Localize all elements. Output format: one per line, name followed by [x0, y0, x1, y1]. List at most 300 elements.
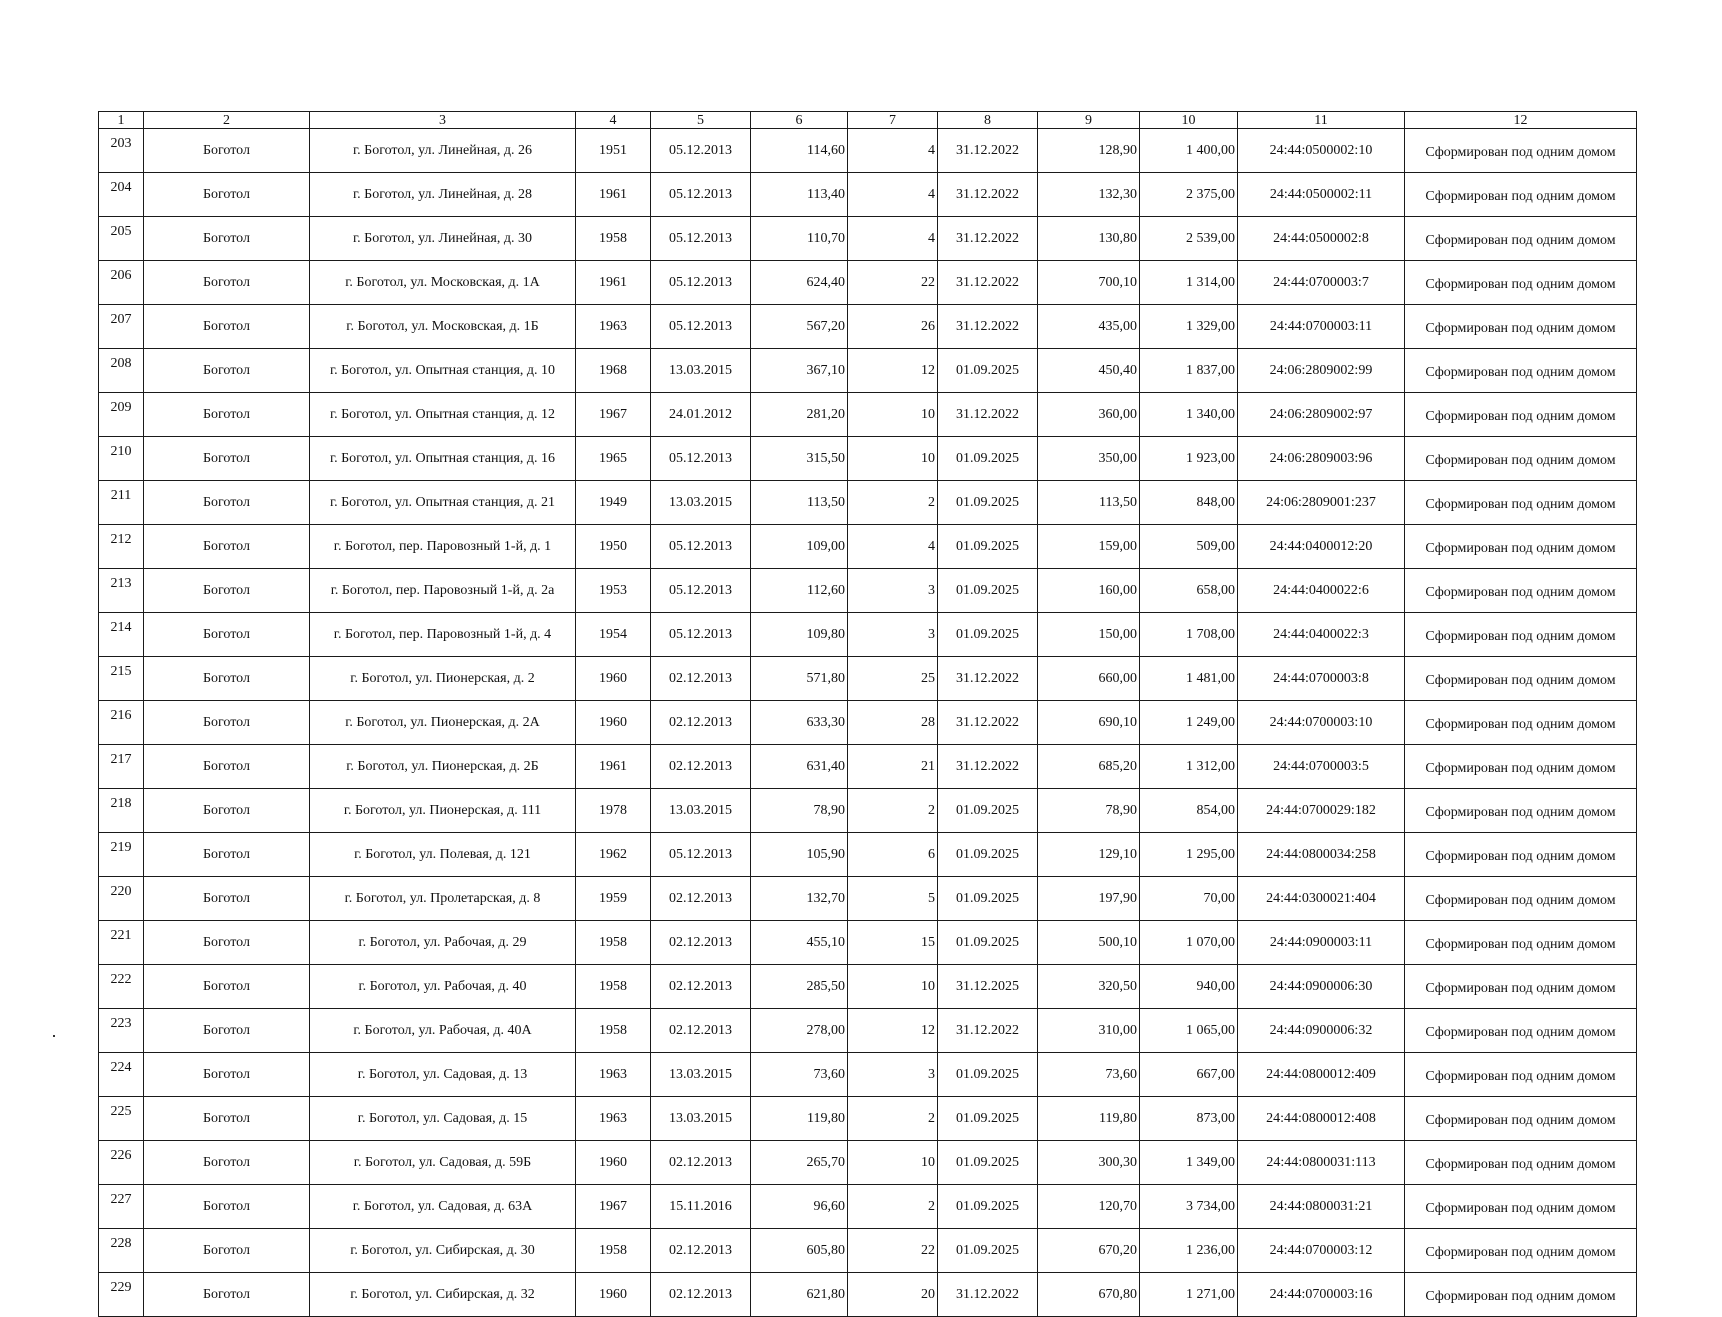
cell-registration-date: 02.12.2013	[651, 1141, 751, 1185]
cell-build-year: 1978	[576, 789, 651, 833]
cell-address: г. Боготол, ул. Садовая, д. 15	[310, 1097, 576, 1141]
cell-land-cost: 1 340,00	[1140, 393, 1238, 437]
cell-status: Сформирован под одним домом	[1405, 305, 1637, 349]
cell-address: г. Боготол, ул. Пролетарская, д. 8	[310, 877, 576, 921]
cell-land-area: 128,90	[1038, 129, 1140, 173]
table-row	[99, 921, 1637, 965]
cell-cadastral-number: 24:44:0500002:8	[1238, 217, 1405, 261]
cell-land-area: 159,00	[1038, 525, 1140, 569]
cell-cadastral-number: 24:44:0800012:408	[1238, 1097, 1405, 1141]
cell-registration-date: 02.12.2013	[651, 921, 751, 965]
cell-apartment-count: 4	[848, 525, 938, 569]
cell-address: г. Боготол, пер. Паровозный 1-й, д. 2а	[310, 569, 576, 613]
housing-registry-table	[98, 111, 1637, 1317]
cell-deadline-date: 01.09.2025	[938, 921, 1038, 965]
cell-land-cost: 1 249,00	[1140, 701, 1238, 745]
column-header-5: 5	[651, 112, 751, 129]
cell-build-year: 1963	[576, 1053, 651, 1097]
column-header-11: 11	[1238, 112, 1405, 129]
cell-land-cost: 1 837,00	[1140, 349, 1238, 393]
cell-total-area: 78,90	[751, 789, 848, 833]
cell-address: г. Боготол, ул. Пионерская, д. 2А	[310, 701, 576, 745]
cell-row-number: 215	[99, 657, 144, 701]
table-row	[99, 481, 1637, 525]
cell-address: г. Боготол, ул. Опытная станция, д. 10	[310, 349, 576, 393]
cell-apartment-count: 12	[848, 349, 938, 393]
cell-registration-date: 02.12.2013	[651, 701, 751, 745]
cell-deadline-date: 01.09.2025	[938, 1229, 1038, 1273]
cell-deadline-date: 31.12.2022	[938, 393, 1038, 437]
table-row	[99, 965, 1637, 1009]
cell-cadastral-number: 24:44:0700003:16	[1238, 1273, 1405, 1317]
table-row	[99, 1141, 1637, 1185]
cell-total-area: 105,90	[751, 833, 848, 877]
cell-address: г. Боготол, ул. Полевая, д. 121	[310, 833, 576, 877]
cell-cadastral-number: 24:44:0500002:11	[1238, 173, 1405, 217]
cell-land-cost: 667,00	[1140, 1053, 1238, 1097]
cell-address: г. Боготол, пер. Паровозный 1-й, д. 1	[310, 525, 576, 569]
cell-settlement: Боготол	[144, 965, 310, 1009]
header-row	[99, 112, 1637, 129]
cell-cadastral-number: 24:06:2809001:237	[1238, 481, 1405, 525]
cell-apartment-count: 26	[848, 305, 938, 349]
cell-land-area: 73,60	[1038, 1053, 1140, 1097]
cell-cadastral-number: 24:44:0800031:113	[1238, 1141, 1405, 1185]
cell-status: Сформирован под одним домом	[1405, 833, 1637, 877]
cell-deadline-date: 31.12.2025	[938, 965, 1038, 1009]
cell-settlement: Боготол	[144, 305, 310, 349]
table-row	[99, 217, 1637, 261]
cell-land-cost: 1 708,00	[1140, 613, 1238, 657]
cell-land-area: 119,80	[1038, 1097, 1140, 1141]
column-header-7: 7	[848, 112, 938, 129]
cell-total-area: 621,80	[751, 1273, 848, 1317]
cell-registration-date: 02.12.2013	[651, 1273, 751, 1317]
cell-row-number: 224	[99, 1053, 144, 1097]
cell-land-cost: 1 236,00	[1140, 1229, 1238, 1273]
cell-land-area: 129,10	[1038, 833, 1140, 877]
cell-deadline-date: 01.09.2025	[938, 1185, 1038, 1229]
cell-row-number: 206	[99, 261, 144, 305]
cell-land-area: 150,00	[1038, 613, 1140, 657]
cell-apartment-count: 6	[848, 833, 938, 877]
cell-build-year: 1958	[576, 921, 651, 965]
cell-row-number: 218	[99, 789, 144, 833]
cell-land-cost: 658,00	[1140, 569, 1238, 613]
cell-total-area: 109,00	[751, 525, 848, 569]
cell-cadastral-number: 24:44:0900006:30	[1238, 965, 1405, 1009]
cell-build-year: 1949	[576, 481, 651, 525]
cell-apartment-count: 5	[848, 877, 938, 921]
table-row	[99, 261, 1637, 305]
cell-cadastral-number: 24:44:0800034:258	[1238, 833, 1405, 877]
cell-deadline-date: 31.12.2022	[938, 657, 1038, 701]
cell-registration-date: 05.12.2013	[651, 437, 751, 481]
cell-status: Сформирован под одним домом	[1405, 701, 1637, 745]
cell-settlement: Боготол	[144, 129, 310, 173]
cell-row-number: 222	[99, 965, 144, 1009]
cell-land-area: 160,00	[1038, 569, 1140, 613]
cell-build-year: 1958	[576, 965, 651, 1009]
column-header-1: 1	[99, 112, 144, 129]
cell-row-number: 210	[99, 437, 144, 481]
cell-status: Сформирован под одним домом	[1405, 1053, 1637, 1097]
cell-registration-date: 05.12.2013	[651, 217, 751, 261]
cell-cadastral-number: 24:06:2809002:99	[1238, 349, 1405, 393]
cell-deadline-date: 31.12.2022	[938, 173, 1038, 217]
table-row	[99, 569, 1637, 613]
cell-land-cost: 1 271,00	[1140, 1273, 1238, 1317]
cell-land-area: 360,00	[1038, 393, 1140, 437]
cell-total-area: 113,40	[751, 173, 848, 217]
cell-cadastral-number: 24:44:0700003:8	[1238, 657, 1405, 701]
cell-status: Сформирован под одним домом	[1405, 745, 1637, 789]
cell-apartment-count: 12	[848, 1009, 938, 1053]
cell-total-area: 113,50	[751, 481, 848, 525]
cell-status: Сформирован под одним домом	[1405, 525, 1637, 569]
cell-cadastral-number: 24:44:0400012:20	[1238, 525, 1405, 569]
cell-row-number: 214	[99, 613, 144, 657]
cell-row-number: 228	[99, 1229, 144, 1273]
cell-land-cost: 873,00	[1140, 1097, 1238, 1141]
cell-total-area: 571,80	[751, 657, 848, 701]
cell-total-area: 624,40	[751, 261, 848, 305]
cell-apartment-count: 10	[848, 437, 938, 481]
cell-total-area: 114,60	[751, 129, 848, 173]
cell-row-number: 226	[99, 1141, 144, 1185]
cell-registration-date: 13.03.2015	[651, 789, 751, 833]
cell-total-area: 367,10	[751, 349, 848, 393]
cell-status: Сформирован под одним домом	[1405, 1185, 1637, 1229]
cell-status: Сформирован под одним домом	[1405, 349, 1637, 393]
cell-total-area: 112,60	[751, 569, 848, 613]
registry-sheet	[98, 111, 1636, 1317]
cell-build-year: 1960	[576, 1141, 651, 1185]
cell-cadastral-number: 24:06:2809003:96	[1238, 437, 1405, 481]
cell-cadastral-number: 24:44:0300021:404	[1238, 877, 1405, 921]
cell-build-year: 1960	[576, 657, 651, 701]
cell-deadline-date: 31.12.2022	[938, 217, 1038, 261]
table-row	[99, 877, 1637, 921]
cell-settlement: Боготол	[144, 569, 310, 613]
cell-apartment-count: 10	[848, 965, 938, 1009]
cell-total-area: 73,60	[751, 1053, 848, 1097]
cell-total-area: 631,40	[751, 745, 848, 789]
cell-settlement: Боготол	[144, 1053, 310, 1097]
cell-total-area: 110,70	[751, 217, 848, 261]
cell-registration-date: 24.01.2012	[651, 393, 751, 437]
cell-row-number: 221	[99, 921, 144, 965]
cell-total-area: 278,00	[751, 1009, 848, 1053]
cell-row-number: 205	[99, 217, 144, 261]
cell-registration-date: 13.03.2015	[651, 349, 751, 393]
cell-registration-date: 02.12.2013	[651, 877, 751, 921]
cell-registration-date: 05.12.2013	[651, 129, 751, 173]
cell-build-year: 1958	[576, 1229, 651, 1273]
cell-build-year: 1965	[576, 437, 651, 481]
cell-settlement: Боготол	[144, 437, 310, 481]
table-row	[99, 613, 1637, 657]
cell-build-year: 1967	[576, 393, 651, 437]
cell-land-area: 132,30	[1038, 173, 1140, 217]
cell-apartment-count: 10	[848, 1141, 938, 1185]
cell-apartment-count: 21	[848, 745, 938, 789]
cell-land-cost: 848,00	[1140, 481, 1238, 525]
cell-build-year: 1960	[576, 701, 651, 745]
cell-apartment-count: 22	[848, 261, 938, 305]
cell-settlement: Боготол	[144, 921, 310, 965]
cell-deadline-date: 01.09.2025	[938, 481, 1038, 525]
cell-apartment-count: 2	[848, 789, 938, 833]
cell-cadastral-number: 24:44:0500002:10	[1238, 129, 1405, 173]
cell-deadline-date: 01.09.2025	[938, 525, 1038, 569]
cell-status: Сформирован под одним домом	[1405, 921, 1637, 965]
cell-registration-date: 05.12.2013	[651, 833, 751, 877]
table-row	[99, 1229, 1637, 1273]
cell-apartment-count: 3	[848, 569, 938, 613]
cell-settlement: Боготол	[144, 745, 310, 789]
cell-address: г. Боготол, ул. Садовая, д. 13	[310, 1053, 576, 1097]
cell-settlement: Боготол	[144, 1141, 310, 1185]
cell-land-cost: 2 375,00	[1140, 173, 1238, 217]
cell-address: г. Боготол, ул. Рабочая, д. 29	[310, 921, 576, 965]
cell-total-area: 605,80	[751, 1229, 848, 1273]
cell-total-area: 633,30	[751, 701, 848, 745]
cell-build-year: 1958	[576, 1009, 651, 1053]
cell-settlement: Боготол	[144, 1009, 310, 1053]
table-row	[99, 657, 1637, 701]
cell-land-cost: 1 481,00	[1140, 657, 1238, 701]
cell-land-cost: 1 065,00	[1140, 1009, 1238, 1053]
cell-deadline-date: 01.09.2025	[938, 569, 1038, 613]
cell-land-area: 350,00	[1038, 437, 1140, 481]
cell-deadline-date: 01.09.2025	[938, 789, 1038, 833]
cell-status: Сформирован под одним домом	[1405, 393, 1637, 437]
cell-registration-date: 05.12.2013	[651, 613, 751, 657]
cell-address: г. Боготол, ул. Пионерская, д. 2	[310, 657, 576, 701]
cell-land-area: 670,20	[1038, 1229, 1140, 1273]
cell-apartment-count: 28	[848, 701, 938, 745]
cell-address: г. Боготол, ул. Линейная, д. 26	[310, 129, 576, 173]
cell-land-cost: 1 349,00	[1140, 1141, 1238, 1185]
cell-deadline-date: 31.12.2022	[938, 1273, 1038, 1317]
cell-land-cost: 1 295,00	[1140, 833, 1238, 877]
cell-deadline-date: 31.12.2022	[938, 261, 1038, 305]
cell-deadline-date: 31.12.2022	[938, 745, 1038, 789]
cell-land-area: 310,00	[1038, 1009, 1140, 1053]
cell-address: г. Боготол, ул. Опытная станция, д. 16	[310, 437, 576, 481]
cell-address: г. Боготол, ул. Сибирская, д. 30	[310, 1229, 576, 1273]
table-row	[99, 1053, 1637, 1097]
cell-address: г. Боготол, ул. Опытная станция, д. 12	[310, 393, 576, 437]
column-header-8: 8	[938, 112, 1038, 129]
cell-total-area: 132,70	[751, 877, 848, 921]
cell-status: Сформирован под одним домом	[1405, 1229, 1637, 1273]
table-row	[99, 701, 1637, 745]
cell-row-number: 219	[99, 833, 144, 877]
cell-settlement: Боготол	[144, 525, 310, 569]
cell-status: Сформирован под одним домом	[1405, 1141, 1637, 1185]
cell-land-area: 685,20	[1038, 745, 1140, 789]
table-header	[99, 112, 1637, 129]
cell-total-area: 96,60	[751, 1185, 848, 1229]
cell-build-year: 1959	[576, 877, 651, 921]
cell-apartment-count: 4	[848, 217, 938, 261]
cell-deadline-date: 01.09.2025	[938, 349, 1038, 393]
cell-build-year: 1961	[576, 173, 651, 217]
cell-status: Сформирован под одним домом	[1405, 217, 1637, 261]
cell-cadastral-number: 24:44:0400022:6	[1238, 569, 1405, 613]
cell-build-year: 1963	[576, 1097, 651, 1141]
cell-total-area: 455,10	[751, 921, 848, 965]
cell-build-year: 1968	[576, 349, 651, 393]
cell-deadline-date: 31.12.2022	[938, 701, 1038, 745]
cell-land-area: 660,00	[1038, 657, 1140, 701]
table-row	[99, 1185, 1637, 1229]
cell-row-number: 208	[99, 349, 144, 393]
cell-deadline-date: 31.12.2022	[938, 129, 1038, 173]
cell-status: Сформирован под одним домом	[1405, 129, 1637, 173]
cell-cadastral-number: 24:44:0900003:11	[1238, 921, 1405, 965]
cell-status: Сформирован под одним домом	[1405, 965, 1637, 1009]
cell-build-year: 1951	[576, 129, 651, 173]
cell-address: г. Боготол, ул. Линейная, д. 28	[310, 173, 576, 217]
cell-registration-date: 02.12.2013	[651, 1009, 751, 1053]
cell-row-number: 209	[99, 393, 144, 437]
cell-row-number: 217	[99, 745, 144, 789]
cell-apartment-count: 10	[848, 393, 938, 437]
table-row	[99, 173, 1637, 217]
cell-land-cost: 1 070,00	[1140, 921, 1238, 965]
cell-deadline-date: 01.09.2025	[938, 1141, 1038, 1185]
column-header-3: 3	[310, 112, 576, 129]
cell-land-cost: 1 312,00	[1140, 745, 1238, 789]
cell-total-area: 285,50	[751, 965, 848, 1009]
table-row	[99, 349, 1637, 393]
cell-cadastral-number: 24:44:0700003:5	[1238, 745, 1405, 789]
cell-build-year: 1961	[576, 261, 651, 305]
cell-land-area: 197,90	[1038, 877, 1140, 921]
cell-settlement: Боготол	[144, 657, 310, 701]
cell-deadline-date: 01.09.2025	[938, 1053, 1038, 1097]
cell-land-cost: 1 329,00	[1140, 305, 1238, 349]
cell-row-number: 223	[99, 1009, 144, 1053]
cell-apartment-count: 25	[848, 657, 938, 701]
cell-cadastral-number: 24:44:0700029:182	[1238, 789, 1405, 833]
cell-cadastral-number: 24:44:0700003:12	[1238, 1229, 1405, 1273]
cell-build-year: 1960	[576, 1273, 651, 1317]
cell-address: г. Боготол, ул. Сибирская, д. 32	[310, 1273, 576, 1317]
column-header-9: 9	[1038, 112, 1140, 129]
cell-total-area: 119,80	[751, 1097, 848, 1141]
cell-address: г. Боготол, ул. Пионерская, д. 2Б	[310, 745, 576, 789]
cell-status: Сформирован под одним домом	[1405, 1009, 1637, 1053]
cell-address: г. Боготол, пер. Паровозный 1-й, д. 4	[310, 613, 576, 657]
cell-settlement: Боготол	[144, 1097, 310, 1141]
cell-apartment-count: 20	[848, 1273, 938, 1317]
cell-address: г. Боготол, ул. Садовая, д. 63А	[310, 1185, 576, 1229]
cell-cadastral-number: 24:06:2809002:97	[1238, 393, 1405, 437]
cell-land-cost: 854,00	[1140, 789, 1238, 833]
cell-deadline-date: 01.09.2025	[938, 877, 1038, 921]
cell-settlement: Боготол	[144, 789, 310, 833]
cell-land-area: 78,90	[1038, 789, 1140, 833]
cell-settlement: Боготол	[144, 1229, 310, 1273]
cell-land-cost: 1 923,00	[1140, 437, 1238, 481]
column-header-6: 6	[751, 112, 848, 129]
cell-land-area: 320,50	[1038, 965, 1140, 1009]
cell-row-number: 213	[99, 569, 144, 613]
cell-land-cost: 70,00	[1140, 877, 1238, 921]
cell-status: Сформирован под одним домом	[1405, 657, 1637, 701]
column-header-12: 12	[1405, 112, 1637, 129]
cell-row-number: 203	[99, 129, 144, 173]
cell-status: Сформирован под одним домом	[1405, 1273, 1637, 1317]
cell-apartment-count: 22	[848, 1229, 938, 1273]
cell-registration-date: 13.03.2015	[651, 1053, 751, 1097]
cell-registration-date: 05.12.2013	[651, 173, 751, 217]
cell-status: Сформирован под одним домом	[1405, 789, 1637, 833]
cell-land-cost: 3 734,00	[1140, 1185, 1238, 1229]
cell-apartment-count: 2	[848, 1185, 938, 1229]
cell-build-year: 1954	[576, 613, 651, 657]
cell-land-area: 130,80	[1038, 217, 1140, 261]
cell-row-number: 220	[99, 877, 144, 921]
cell-apartment-count: 4	[848, 173, 938, 217]
cell-land-area: 700,10	[1038, 261, 1140, 305]
cell-status: Сформирован под одним домом	[1405, 613, 1637, 657]
cell-land-cost: 509,00	[1140, 525, 1238, 569]
cell-settlement: Боготол	[144, 481, 310, 525]
cell-land-area: 435,00	[1038, 305, 1140, 349]
cell-land-cost: 940,00	[1140, 965, 1238, 1009]
cell-settlement: Боготол	[144, 173, 310, 217]
cell-apartment-count: 15	[848, 921, 938, 965]
cell-build-year: 1963	[576, 305, 651, 349]
cell-row-number: 225	[99, 1097, 144, 1141]
table-row	[99, 789, 1637, 833]
cell-address: г. Боготол, ул. Садовая, д. 59Б	[310, 1141, 576, 1185]
cell-land-area: 113,50	[1038, 481, 1140, 525]
cell-land-area: 450,40	[1038, 349, 1140, 393]
cell-settlement: Боготол	[144, 261, 310, 305]
cell-settlement: Боготол	[144, 833, 310, 877]
cell-cadastral-number: 24:44:0400022:3	[1238, 613, 1405, 657]
cell-deadline-date: 31.12.2022	[938, 1009, 1038, 1053]
cell-row-number: 211	[99, 481, 144, 525]
cell-deadline-date: 01.09.2025	[938, 613, 1038, 657]
cell-row-number: 212	[99, 525, 144, 569]
cell-address: г. Боготол, ул. Опытная станция, д. 21	[310, 481, 576, 525]
cell-settlement: Боготол	[144, 877, 310, 921]
cell-apartment-count: 2	[848, 1097, 938, 1141]
column-header-4: 4	[576, 112, 651, 129]
cell-settlement: Боготол	[144, 217, 310, 261]
cell-registration-date: 13.03.2015	[651, 481, 751, 525]
cell-build-year: 1950	[576, 525, 651, 569]
cell-address: г. Боготол, ул. Московская, д. 1Б	[310, 305, 576, 349]
cell-land-area: 690,10	[1038, 701, 1140, 745]
cell-total-area: 567,20	[751, 305, 848, 349]
cell-apartment-count: 2	[848, 481, 938, 525]
table-body	[99, 129, 1637, 1317]
cell-cadastral-number: 24:44:0800012:409	[1238, 1053, 1405, 1097]
table-row	[99, 1273, 1637, 1317]
cell-build-year: 1962	[576, 833, 651, 877]
cell-status: Сформирован под одним домом	[1405, 261, 1637, 305]
cell-address: г. Боготол, ул. Линейная, д. 30	[310, 217, 576, 261]
table-row	[99, 305, 1637, 349]
